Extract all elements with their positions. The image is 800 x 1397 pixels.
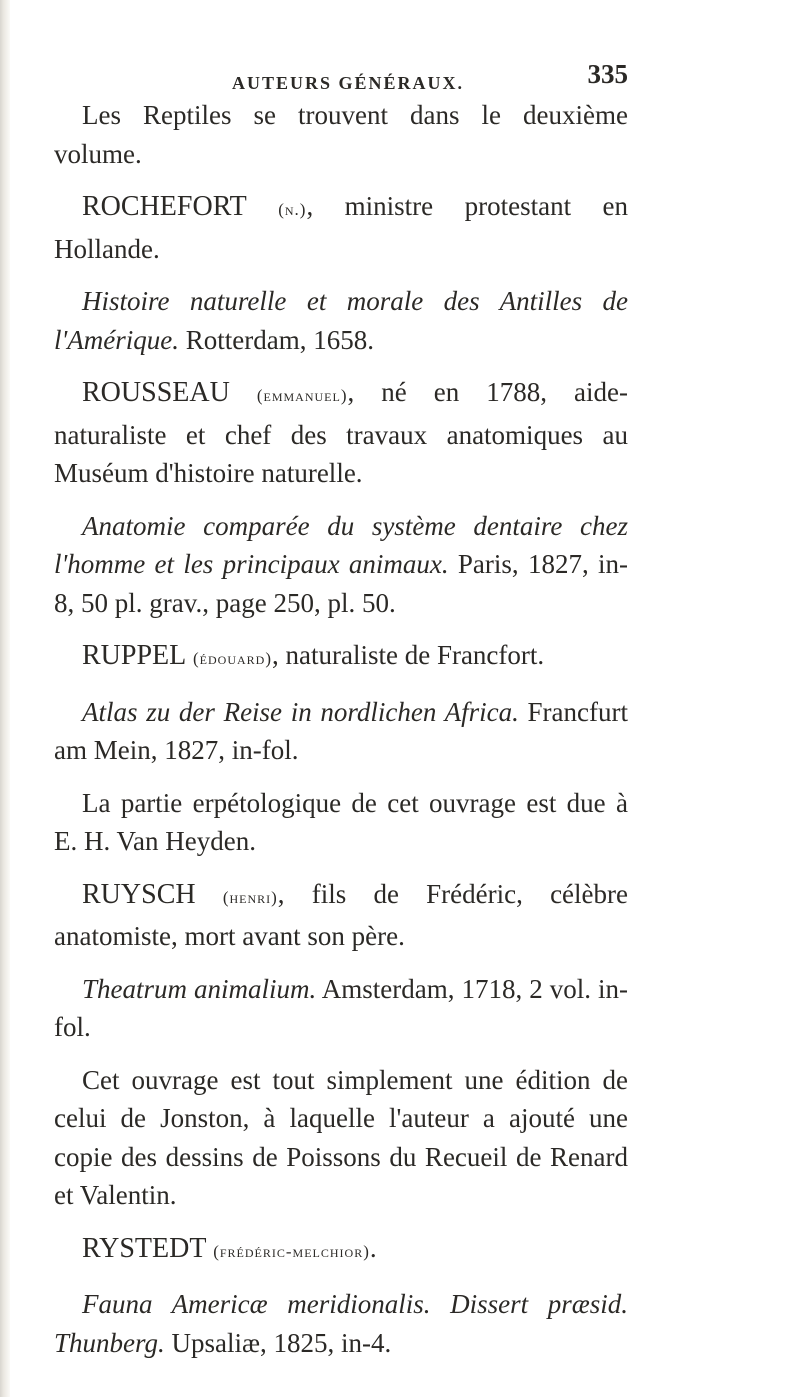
entry-rousseau [54, 373, 628, 493]
author-name: ROCHEFORT [82, 191, 247, 222]
author-description: , naturaliste de Francfort. [272, 640, 545, 670]
paragraph-text: La partie erpétologique de cet ouvrage est due à E. H. Van Heyden. [54, 787, 628, 856]
work-title: Fauna Americæ meridionalis. Dissert præsid. Thunberg. [54, 1289, 628, 1358]
paragraph-text: Les Reptiles se trouvent dans le deuxième volume. [54, 100, 628, 169]
entry-rystedt [54, 1229, 628, 1272]
work-imprint: Amsterdam, 1718, 2 vol. in-fol. [54, 973, 628, 1042]
author-given-name: (emmanuel) [256, 386, 348, 405]
author-name: RUPPEL [82, 640, 187, 671]
page-body [54, 96, 628, 1376]
author-description: , fils de Frédéric, célèbre anatomiste, mort avant son père. [54, 878, 628, 951]
work-title: Atlas zu der Reise in nordlichen Africa. [82, 696, 519, 727]
work-anatomie-comparee [54, 507, 628, 623]
author-given-name: (édouard) [193, 649, 272, 668]
paragraph-erpetologique-note [54, 784, 628, 861]
work-theatrum-animalium [54, 970, 628, 1047]
paragraph-text: Cet ouvrage est tout simplement une édition de celui de Jonston, à laquelle l'auteur a ajouté une copie des dessins de Poissons du Recueil de Renard et Valentin. [54, 1064, 628, 1210]
author-description: . [369, 1232, 377, 1263]
work-imprint: Rotterdam, 1658. [179, 324, 374, 355]
work-imprint: Upsaliæ, 1825, in-4. [164, 1327, 392, 1358]
work-title: Histoire naturelle et morale des Antilles de l'Amérique. [54, 286, 628, 355]
author-given-name: (n.) [278, 200, 307, 219]
entry-rochefort [54, 187, 628, 268]
work-imprint: Francfurt am Mein, 1827, in-fol. [54, 696, 628, 765]
entry-ruppel [54, 636, 628, 679]
paragraph-reptiles-note [54, 96, 628, 173]
running-head: AUTEURS GÉNÉRAUX. [232, 73, 465, 93]
work-fauna-americae [54, 1285, 628, 1362]
author-given-name: (henri) [222, 887, 278, 907]
author-name: RUYSCH [82, 878, 196, 910]
page-number: 335 [587, 59, 628, 89]
author-name: ROUSSEAU [82, 377, 230, 408]
work-atlas-reise [54, 693, 628, 770]
author-name: RYSTEDT [82, 1232, 207, 1264]
work-title: Anatomie comparée du système dentaire chez l'homme et les principaux animaux. [54, 510, 628, 579]
work-imprint: Paris, 1827, in-8, 50 pl. grav., page 250, pl. 50. [54, 549, 628, 618]
entry-ruysch [54, 875, 628, 956]
author-given-name: (frédéric-melchior) [213, 1241, 370, 1261]
work-title: Theatrum animalium. [82, 973, 317, 1004]
work-histoire-naturelle [54, 282, 628, 359]
paragraph-jonston-note [54, 1061, 628, 1215]
author-description: , né en 1788, aide-naturaliste et chef des travaux anatomiques au Muséum d'histoire naturelle. [54, 377, 629, 488]
author-description: , ministre protestant en Hollande. [54, 191, 628, 264]
